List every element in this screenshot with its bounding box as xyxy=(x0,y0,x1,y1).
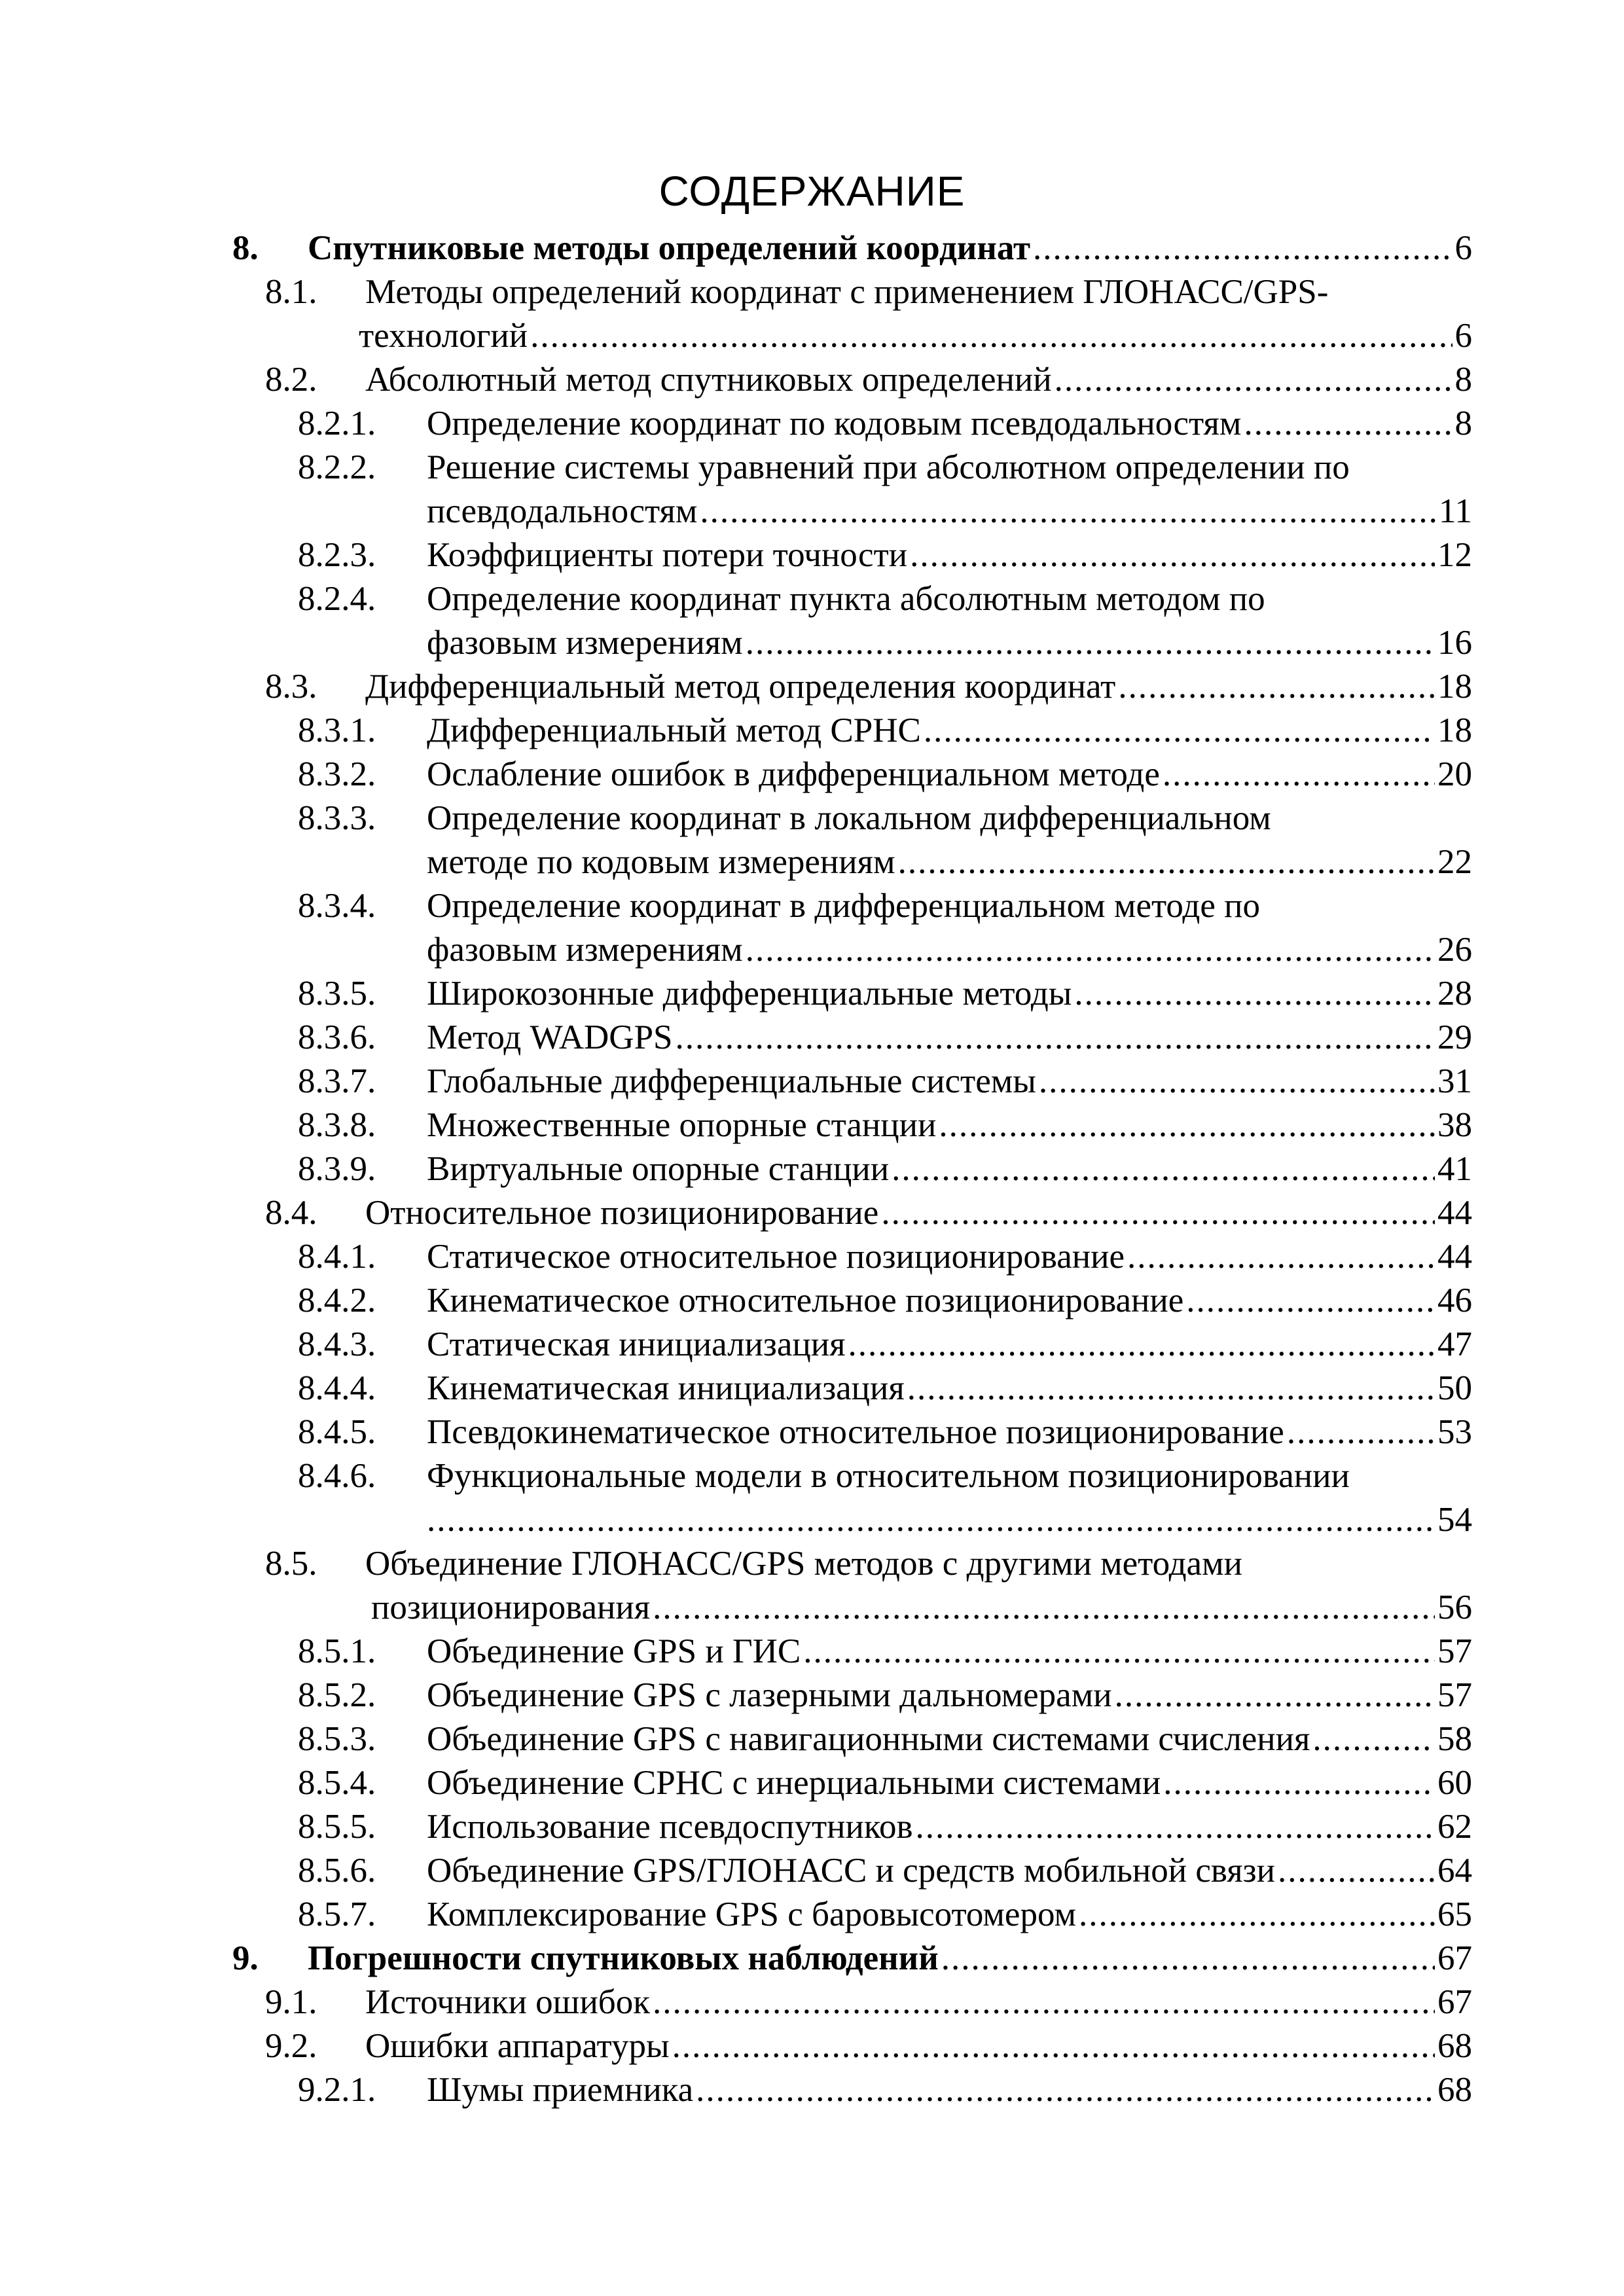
toc-section-row[interactable] xyxy=(0,1674,1624,1717)
toc-entry-number: 8.3. xyxy=(265,668,317,706)
toc-page-number: 18 xyxy=(1437,711,1472,749)
toc-section-row[interactable] xyxy=(0,402,1624,446)
toc-entry-line xyxy=(427,753,1472,797)
toc-entry-number: 8.3.6. xyxy=(298,1018,376,1056)
dot-leader xyxy=(915,1805,1435,1849)
toc-section-row[interactable] xyxy=(0,884,1624,928)
dot-leader xyxy=(941,1937,1435,1981)
toc-entry-number: 8. xyxy=(232,229,259,267)
toc-section-row[interactable] xyxy=(0,709,1624,753)
toc-entry-title: Виртуальные опорные станции xyxy=(427,1150,890,1188)
toc-entry-title: Погрешности спутниковых наблюдений xyxy=(308,1939,939,1977)
toc-entry-number: 8.3.4. xyxy=(298,887,376,925)
dot-leader xyxy=(803,1630,1435,1674)
toc-entry-title: Относительное позиционирование xyxy=(365,1194,879,1232)
dot-leader xyxy=(530,314,1452,358)
toc-entry-line xyxy=(365,1191,1472,1235)
toc-entry-continuation[interactable] xyxy=(0,928,1624,972)
toc-entry-number: 8.5.7. xyxy=(298,1895,376,1933)
toc-page-number: 16 xyxy=(1437,624,1472,662)
toc-entry-title: Объединение GPS с лазерными дальномерами xyxy=(427,1676,1112,1714)
toc-entry-line xyxy=(427,1279,1472,1323)
toc-entry-number: 8.5. xyxy=(265,1545,317,1583)
toc-section-row[interactable] xyxy=(0,797,1624,840)
toc-entry-number: 8.3.3. xyxy=(298,799,376,837)
toc-entry-line xyxy=(427,1893,1472,1937)
toc-section-row[interactable] xyxy=(0,1717,1624,1761)
dot-leader xyxy=(1278,1849,1435,1893)
toc-entry-title: Комплексирование GPS с баровысотомером xyxy=(427,1895,1076,1933)
toc-page-number: 56 xyxy=(1437,1588,1472,1626)
dot-leader xyxy=(939,1103,1435,1147)
toc-section-row[interactable] xyxy=(0,1454,1624,1498)
dot-leader xyxy=(910,533,1435,577)
toc-entry-number: 8.2.1. xyxy=(298,404,376,442)
toc-entry-title: Шумы приемника xyxy=(427,2071,694,2109)
toc-page-number: 8 xyxy=(1454,404,1472,442)
toc-entry-title: Ослабление ошибок в дифференциальном методе xyxy=(427,755,1160,793)
toc-section-row[interactable] xyxy=(0,753,1624,797)
toc-section-row[interactable] xyxy=(0,577,1624,621)
toc-entry-title: Множественные опорные станции xyxy=(427,1106,937,1144)
dot-leader xyxy=(1074,972,1435,1016)
dot-leader xyxy=(924,709,1435,753)
toc-page-number: 12 xyxy=(1437,536,1472,574)
toc-entry-title: методе по кодовым измерениям xyxy=(427,843,895,881)
toc-section-row[interactable] xyxy=(0,1016,1624,1060)
dot-leader xyxy=(881,1191,1435,1235)
toc-chapter-row[interactable] xyxy=(0,1937,1624,1981)
toc-entry-line xyxy=(427,1498,1472,1542)
dot-leader xyxy=(700,490,1436,533)
toc-entry-number: 8.4.5. xyxy=(298,1413,376,1451)
dot-leader xyxy=(676,1016,1435,1060)
toc-page-number: 29 xyxy=(1437,1018,1472,1056)
toc-entry-number: 8.5.5. xyxy=(298,1808,376,1846)
toc-entry-number: 8.5.6. xyxy=(298,1852,376,1890)
toc-entry-title: Использование псевдоспутников xyxy=(427,1808,913,1846)
toc-entry-line xyxy=(365,358,1472,402)
toc-page-number: 8 xyxy=(1454,361,1472,399)
toc-entry-title: Определение координат в дифференциальном методе по xyxy=(427,887,1261,925)
toc-entry-number: 8.4.4. xyxy=(298,1369,376,1407)
toc-entry-title: фазовым измерениям xyxy=(427,624,743,662)
toc-section-row[interactable] xyxy=(0,1849,1624,1893)
toc-page-number: 41 xyxy=(1437,1150,1472,1188)
dot-leader xyxy=(1033,226,1452,270)
toc-entry-title: Кинематическая инициализация xyxy=(427,1369,905,1407)
dot-leader xyxy=(653,1586,1435,1630)
toc-entry-line xyxy=(427,402,1472,446)
dot-leader xyxy=(898,840,1435,884)
toc-entry-title: Объединение СРНС с инерциальными системами xyxy=(427,1764,1161,1802)
dot-leader xyxy=(427,1498,1435,1542)
toc-entry-title: Решение системы уравнений при абсолютном определении по xyxy=(427,448,1350,486)
toc-page-number: 67 xyxy=(1437,1983,1472,2021)
toc-page-number: 18 xyxy=(1437,668,1472,706)
toc-entry-number: 8.5.2. xyxy=(298,1676,376,1714)
toc-entry-line xyxy=(427,1674,1472,1717)
toc-entry-continuation[interactable] xyxy=(0,840,1624,884)
dot-leader xyxy=(746,928,1435,972)
dot-leader xyxy=(1163,753,1435,797)
toc-entry-line xyxy=(427,1323,1472,1367)
toc-entry-line xyxy=(427,490,1472,533)
toc-entry-line xyxy=(427,1367,1472,1410)
toc-page-number: 53 xyxy=(1437,1413,1472,1451)
toc-page-number: 46 xyxy=(1437,1282,1472,1319)
toc-entry-line xyxy=(427,972,1472,1016)
toc-entry-line xyxy=(427,1717,1472,1761)
toc-section-row[interactable] xyxy=(0,1235,1624,1279)
toc-entry-line xyxy=(427,840,1472,884)
dot-leader xyxy=(892,1147,1435,1191)
toc-page-number: 57 xyxy=(1437,1676,1472,1714)
dot-leader xyxy=(1163,1761,1435,1805)
toc-entry-number: 8.4.2. xyxy=(298,1282,376,1319)
toc-page-number: 67 xyxy=(1437,1939,1472,1977)
toc-section-row[interactable] xyxy=(0,972,1624,1016)
toc-entry-title: Определение координат пункта абсолютным методом по xyxy=(427,580,1265,618)
toc-section-row[interactable] xyxy=(0,1323,1624,1367)
toc-entry-line xyxy=(427,928,1472,972)
toc-entry-line xyxy=(427,1761,1472,1805)
toc-entry-continuation[interactable] xyxy=(0,490,1624,533)
dot-leader xyxy=(1127,1235,1435,1279)
dot-leader xyxy=(907,1367,1435,1410)
toc-entry-line xyxy=(427,1805,1472,1849)
toc-section-row[interactable] xyxy=(0,446,1624,490)
toc-chapter-row[interactable] xyxy=(0,226,1624,270)
toc-entry-number: 8.4.6. xyxy=(298,1457,376,1495)
toc-page-number: 57 xyxy=(1437,1632,1472,1670)
toc-entry-title: Функциональные модели в относительном позиционировании xyxy=(427,1457,1350,1495)
toc-entry-title: Дифференциальный метод определения координат xyxy=(365,668,1116,706)
toc-section-row[interactable] xyxy=(0,1893,1624,1937)
toc-page-number: 22 xyxy=(1437,843,1472,881)
toc-section-row[interactable] xyxy=(0,358,1624,402)
toc-entry-line xyxy=(427,1235,1472,1279)
toc-entry-line xyxy=(427,709,1472,753)
dot-leader xyxy=(1312,1717,1435,1761)
toc-entry-number: 8.4. xyxy=(265,1194,317,1232)
toc-entry-number: 8.5.1. xyxy=(298,1632,376,1670)
toc-entry-number: 8.5.4. xyxy=(298,1764,376,1802)
toc-page-number: 11 xyxy=(1438,492,1472,530)
toc-entry-number: 8.3.2. xyxy=(298,755,376,793)
toc-entry-title: Объединение GPS/ГЛОНАСС и средств мобильной связи xyxy=(427,1852,1275,1890)
toc-page-number: 28 xyxy=(1437,975,1472,1013)
toc-entry-line xyxy=(365,1981,1472,2024)
toc-entry-number: 8.2.3. xyxy=(298,536,376,574)
toc-page-number: 58 xyxy=(1437,1720,1472,1758)
toc-entry-number: 8.3.1. xyxy=(298,711,376,749)
toc-page-number: 68 xyxy=(1437,2071,1472,2109)
toc-entry-title: Коэффициенты потери точности xyxy=(427,536,908,574)
toc-section-row[interactable] xyxy=(0,1542,1624,1586)
toc-section-row[interactable] xyxy=(0,1279,1624,1323)
toc-page-number: 38 xyxy=(1437,1106,1472,1144)
toc-section-row[interactable] xyxy=(0,270,1624,314)
toc-entry-line xyxy=(427,1060,1472,1103)
toc-page-number: 64 xyxy=(1437,1852,1472,1890)
toc-entry-line xyxy=(427,1410,1472,1454)
toc-entry-number: 9.2.1. xyxy=(298,2071,376,2109)
toc-entry-line xyxy=(308,1937,1472,1981)
toc-entry-number: 8.2. xyxy=(265,361,317,399)
toc-section-row[interactable] xyxy=(0,1191,1624,1235)
toc-entry-title: Кинематическое относительное позиционирование xyxy=(427,1282,1184,1319)
dot-leader xyxy=(672,2024,1435,2068)
toc-entry-title: Объединение ГЛОНАСС/GPS методов с другими методами xyxy=(365,1545,1242,1583)
toc-section-row[interactable] xyxy=(0,533,1624,577)
toc-entry-number: 8.3.8. xyxy=(298,1106,376,1144)
toc-page-number: 6 xyxy=(1454,317,1472,355)
dot-leader xyxy=(1287,1410,1435,1454)
toc-section-row[interactable] xyxy=(0,1367,1624,1410)
toc-section-row[interactable] xyxy=(0,1761,1624,1805)
dot-leader xyxy=(1055,358,1453,402)
dot-leader xyxy=(848,1323,1435,1367)
toc-page-number: 50 xyxy=(1437,1369,1472,1407)
toc-section-row[interactable] xyxy=(0,2024,1624,2068)
toc-page-number: 62 xyxy=(1437,1808,1472,1846)
toc-entry-title: Глобальные дифференциальные системы xyxy=(427,1062,1036,1100)
toc-entry-title: Методы определений координат с применением ГЛОНАСС/GPS- xyxy=(365,273,1329,311)
toc-page-number: 26 xyxy=(1437,931,1472,969)
toc-entry-title: Источники ошибок xyxy=(365,1983,651,2021)
toc-entry-title: позиционирования xyxy=(371,1588,651,1626)
page-title: СОДЕРЖАНИЕ xyxy=(659,168,965,215)
toc-entry-line xyxy=(427,1849,1472,1893)
toc-entry-number: 8.3.9. xyxy=(298,1150,376,1188)
toc-entry-line xyxy=(427,1103,1472,1147)
toc-list xyxy=(0,226,1624,2112)
toc-section-row[interactable] xyxy=(0,1060,1624,1103)
toc-entry-title: Абсолютный метод спутниковых определений xyxy=(365,361,1052,399)
toc-entry-number: 8.3.7. xyxy=(298,1062,376,1100)
toc-entry-continuation[interactable] xyxy=(0,621,1624,665)
toc-page-number: 44 xyxy=(1437,1194,1472,1232)
toc-entry-title: фазовым измерениям xyxy=(427,931,743,969)
toc-entry-number: 9.1. xyxy=(265,1983,317,2021)
dot-leader xyxy=(1115,1674,1435,1717)
toc-entry-title: Широкозонные дифференциальные методы xyxy=(427,975,1072,1013)
dot-leader xyxy=(696,2068,1435,2112)
toc-section-row[interactable] xyxy=(0,1103,1624,1147)
toc-entry-title: Объединение GPS и ГИС xyxy=(427,1632,801,1670)
toc-page-number: 65 xyxy=(1437,1895,1472,1933)
toc-entry-title: Статическое относительное позиционирование xyxy=(427,1238,1125,1276)
toc-section-row[interactable] xyxy=(0,1147,1624,1191)
toc-page-number: 6 xyxy=(1454,229,1472,267)
toc-entry-line xyxy=(359,314,1472,358)
toc-section-row[interactable] xyxy=(0,1630,1624,1674)
toc-page-number: 54 xyxy=(1437,1501,1472,1539)
toc-page-number: 31 xyxy=(1437,1062,1472,1100)
toc-page-number: 20 xyxy=(1437,755,1472,793)
toc-section-row[interactable] xyxy=(0,1805,1624,1849)
toc-entry-title: технологий xyxy=(359,317,528,355)
toc-entry-title: Псевдокинематическое относительное позиционирование xyxy=(427,1413,1284,1451)
toc-entry-number: 8.4.3. xyxy=(298,1325,376,1363)
dot-leader xyxy=(1244,402,1452,446)
toc-entry-line xyxy=(427,1147,1472,1191)
toc-entry-title: Статическая инициализация xyxy=(427,1325,846,1363)
toc-entry-line xyxy=(365,665,1472,709)
toc-entry-number: 8.2.2. xyxy=(298,448,376,486)
toc-entry-line xyxy=(427,2068,1472,2112)
dot-leader xyxy=(746,621,1435,665)
dot-leader xyxy=(653,1981,1435,2024)
dot-leader xyxy=(1079,1893,1435,1937)
toc-entry-line xyxy=(427,533,1472,577)
toc-entry-number: 8.4.1. xyxy=(298,1238,376,1276)
toc-entry-number: 9.2. xyxy=(265,2027,317,2065)
toc-entry-title: псевдодальностям xyxy=(427,492,698,530)
toc-entry-continuation[interactable] xyxy=(0,1586,1624,1630)
toc-entry-continuation[interactable] xyxy=(0,1498,1624,1542)
toc-entry-title: Объединение GPS с навигационными системами счисления xyxy=(427,1720,1310,1758)
toc-section-row[interactable] xyxy=(0,1410,1624,1454)
toc-entry-title: Определение координат по кодовым псевдодальностям xyxy=(427,404,1242,442)
toc-entry-title: Определение координат в локальном дифференциальном xyxy=(427,799,1271,837)
toc-entry-number: 8.3.5. xyxy=(298,975,376,1013)
toc-entry-number: 8.5.3. xyxy=(298,1720,376,1758)
toc-section-row[interactable] xyxy=(0,665,1624,709)
toc-page-number: 44 xyxy=(1437,1238,1472,1276)
toc-entry-line xyxy=(427,1016,1472,1060)
toc-entry-continuation[interactable] xyxy=(0,314,1624,358)
toc-entry-title: Ошибки аппаратуры xyxy=(365,2027,670,2065)
toc-entry-line xyxy=(308,226,1472,270)
toc-entry-line xyxy=(427,1630,1472,1674)
toc-entry-number: 8.1. xyxy=(265,273,317,311)
toc-entry-number: 8.2.4. xyxy=(298,580,376,618)
toc-entry-line xyxy=(365,2024,1472,2068)
dot-leader xyxy=(1039,1060,1435,1103)
toc-page-number: 47 xyxy=(1437,1325,1472,1363)
toc-page-number: 68 xyxy=(1437,2027,1472,2065)
toc-entry-line xyxy=(427,621,1472,665)
toc-entry-number: 9. xyxy=(232,1939,259,1977)
toc-section-row[interactable] xyxy=(0,1981,1624,2024)
dot-leader xyxy=(1186,1279,1435,1323)
toc-section-row[interactable] xyxy=(0,2068,1624,2112)
dot-leader xyxy=(1118,665,1435,709)
toc-entry-title: Дифференциальный метод СРНС xyxy=(427,711,921,749)
toc-page-number: 60 xyxy=(1437,1764,1472,1802)
toc-entry-title: Спутниковые методы определений координат xyxy=(308,229,1031,267)
toc-entry-line xyxy=(371,1586,1472,1630)
toc-entry-title: Метод WADGPS xyxy=(427,1018,673,1056)
